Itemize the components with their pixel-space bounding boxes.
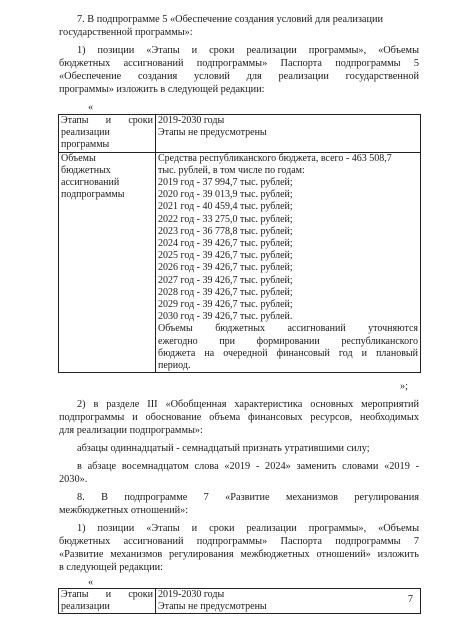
stages-value-cell bbox=[156, 115, 421, 153]
funds-label-cell bbox=[59, 152, 156, 373]
funds-label-line: ассигнований bbox=[61, 177, 120, 189]
stages-label-line: реализации bbox=[61, 601, 110, 613]
stages-years: 2019-2030 годы bbox=[158, 589, 225, 600]
open-quote-1: « bbox=[88, 102, 94, 113]
stages-years: 2019-2030 годы bbox=[158, 115, 225, 126]
funds-note-line: ежегодно при формировании республиканского bbox=[158, 335, 418, 347]
item-7-sub-2-line-5: в абзаце восемнадцатом слова «2019 - 2024» заменить словами «2019 - bbox=[77, 461, 419, 472]
item-7-sub-2-line-3: для реализации подпрограммы»: bbox=[59, 425, 203, 436]
funds-year-2028: 2028 год - 39 426,7 тыс. рублей; bbox=[158, 286, 293, 298]
stages-value-cell bbox=[156, 589, 421, 614]
open-quote-2: « bbox=[88, 577, 94, 588]
item-8-line-2: межбюджетных отношений»: bbox=[59, 505, 189, 516]
funds-year-2026: 2026 год - 39 426,7 тыс. рублей; bbox=[158, 262, 293, 274]
funds-note-line: период. bbox=[158, 360, 191, 372]
funds-year-2021: 2021 год - 40 459,4 тыс. рублей; bbox=[158, 201, 293, 213]
funds-label-line: Объемы bbox=[61, 152, 96, 164]
funds-label-line: подпрограммы bbox=[61, 189, 125, 201]
funds-total: Средства республиканского бюджета, всего - 463 508,7 bbox=[158, 152, 392, 164]
close-quote-1: »; bbox=[400, 381, 409, 392]
stages-label-line: программы bbox=[61, 139, 110, 151]
funds-note-line: бюджета на очередной финансовый год и плановый bbox=[158, 347, 418, 359]
item-7-sub-2-line-6: 2030». bbox=[59, 474, 88, 485]
stages-label-cell bbox=[59, 589, 156, 614]
funds-year-2027: 2027 год - 39 426,7 тыс. рублей; bbox=[158, 274, 293, 286]
funds-label-line: бюджетных bbox=[61, 164, 111, 176]
funds-year-2030: 2030 год - 39 426,7 тыс. рублей. bbox=[158, 311, 293, 323]
funds-year-2029: 2029 год - 39 426,7 тыс. рублей; bbox=[158, 299, 293, 311]
table-row-stages bbox=[59, 115, 421, 153]
item-7-sub-1-line-3: «Обеспечение создания условий для реализации государственной bbox=[59, 71, 419, 82]
item-7-sub-2-line-2: подпрограммы и обоснование объема финансовых ресурсов, необходимых bbox=[59, 412, 419, 423]
item-8-sub-1-line-4: в следующей редакции: bbox=[59, 562, 164, 573]
funds-year-2023: 2023 год - 36 778,8 тыс. рублей; bbox=[158, 225, 293, 237]
item-7-sub-2-line-4: абзацы одиннадцатый - семнадцатый признать утратившими силу; bbox=[77, 443, 370, 454]
item-8-sub-1-line-3: «Развитие механизмов регулирования межбюджетных отношений» изложить bbox=[59, 549, 419, 560]
funds-note-line: Объемы бюджетных ассигнований уточняются bbox=[158, 323, 418, 335]
item-7-sub-1-line-4: программы» изложить в следующей редакции: bbox=[59, 84, 265, 95]
page-number: 7 bbox=[408, 594, 413, 605]
passport-table-subprogram-5 bbox=[58, 114, 421, 373]
item-7-sub-1-line-2: бюджетных ассигнований подпрограммы» Паспорта подпрограммы 5 bbox=[59, 58, 419, 69]
stages-label-line: Этапы и сроки bbox=[61, 589, 153, 600]
passport-table-subprogram-7 bbox=[58, 588, 421, 614]
funds-value-cell bbox=[156, 152, 421, 373]
funds-year-2025: 2025 год - 39 426,7 тыс. рублей; bbox=[158, 250, 293, 262]
funds-year-2024: 2024 год - 39 426,7 тыс. рублей; bbox=[158, 238, 293, 250]
item-8-sub-1-line-1: 1) позиции «Этапы и сроки реализации программы», «Объемы bbox=[77, 523, 419, 534]
stages-label-line: реализации bbox=[61, 127, 110, 139]
funds-total-cont: тыс. рублей, в том числе по годам: bbox=[158, 164, 305, 176]
funds-year-2019: 2019 год - 37 994,7 тыс. рублей; bbox=[158, 177, 293, 189]
table-row-stages bbox=[59, 589, 421, 614]
stages-label-line: Этапы и сроки bbox=[61, 115, 153, 126]
item-7-sub-2-line-1: 2) в разделе III «Обобщенная характеристика основных мероприятий bbox=[77, 399, 419, 410]
item-8-line-1: 8. В подпрограмме 7 «Развитие механизмов регулирования bbox=[77, 492, 419, 503]
funds-year-2022: 2022 год - 33 275,0 тыс. рублей; bbox=[158, 213, 293, 225]
stages-note: Этапы не предусмотрены bbox=[158, 601, 267, 613]
item-8-sub-1-line-2: бюджетных ассигнований подпрограммы» Паспорта подпрограммы 7 bbox=[59, 536, 419, 547]
stages-label-cell bbox=[59, 115, 156, 153]
funds-year-2020: 2020 год - 39 013,9 тыс. рублей; bbox=[158, 189, 293, 201]
stages-note: Этапы не предусмотрены bbox=[158, 127, 267, 139]
item-7-line-1: 7. В подпрограмме 5 «Обеспечение создания условий для реализации bbox=[77, 14, 384, 25]
table-row-funds bbox=[59, 152, 421, 373]
item-7-sub-1-line-1: 1) позиции «Этапы и сроки реализации программы», «Объемы bbox=[77, 45, 419, 56]
item-7-line-2: государственной программы»: bbox=[59, 27, 193, 38]
